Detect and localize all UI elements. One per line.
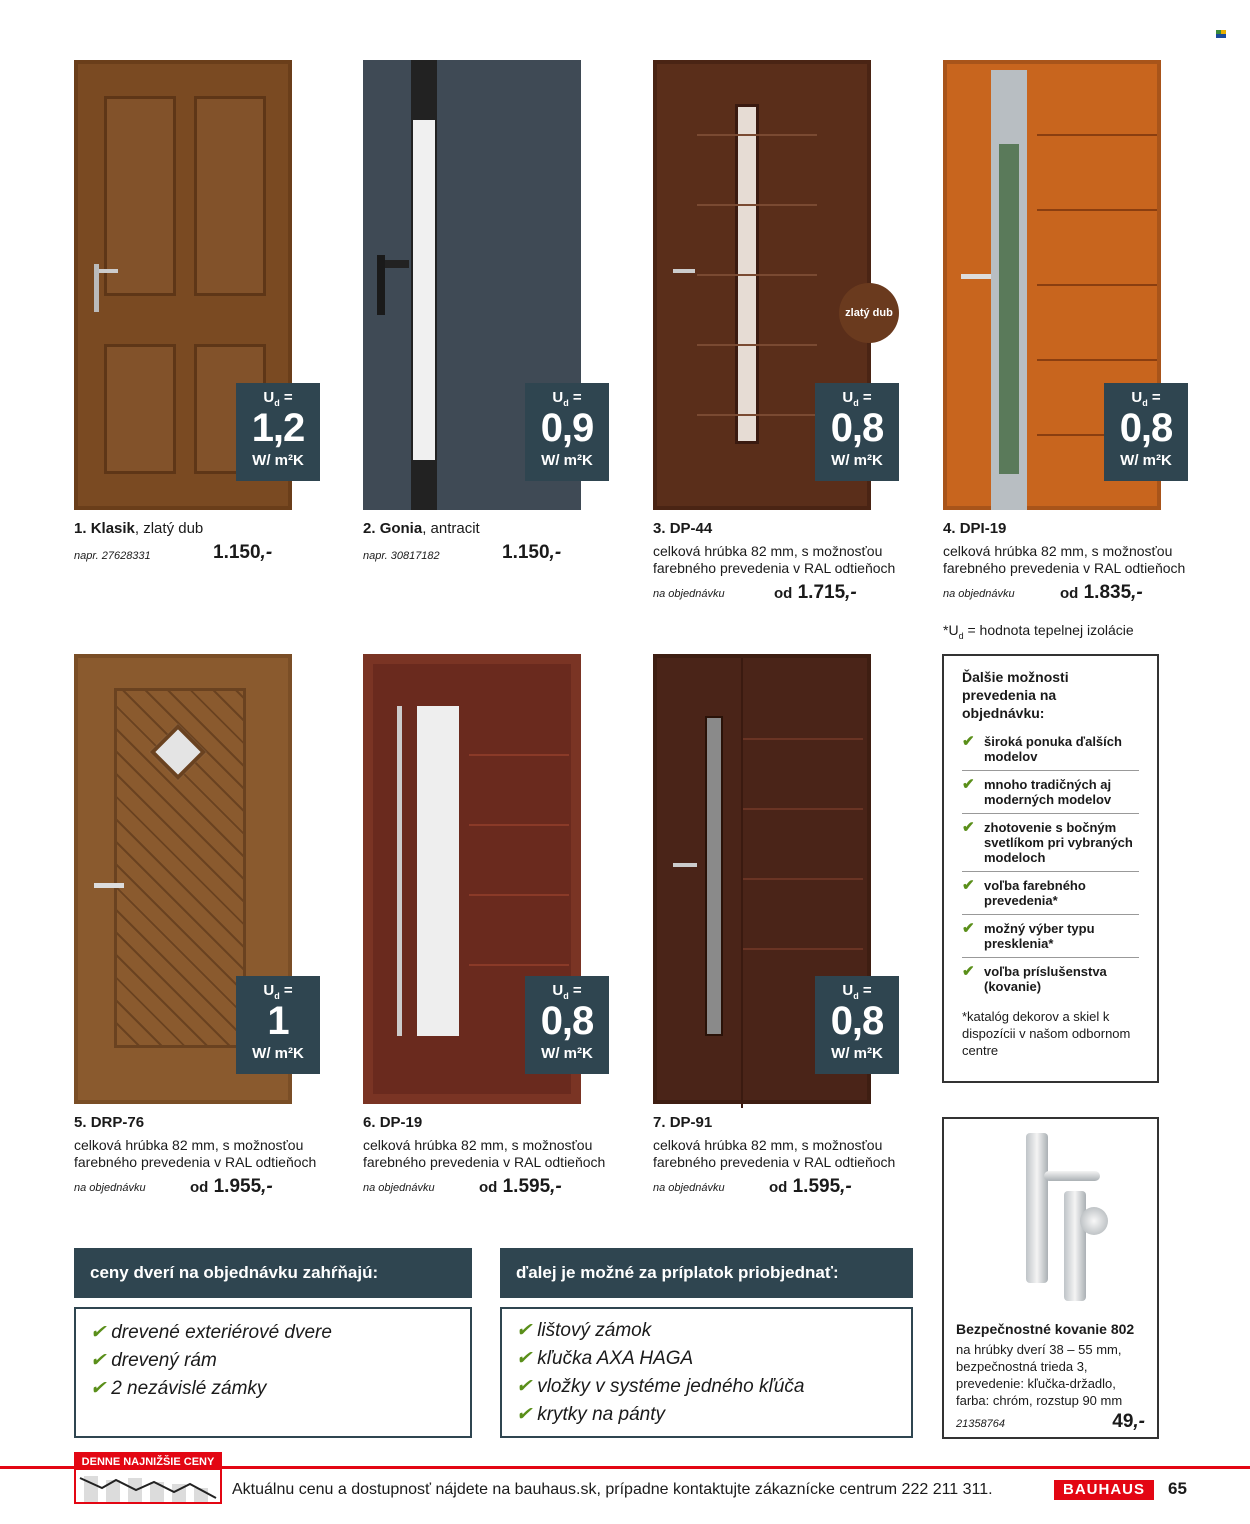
list-item: ✔ drevený rám (90, 1350, 217, 1371)
product-title-6: 6. DP-19 (363, 1114, 423, 1131)
list-item: ✔ široká ponuka ďalších modelov (962, 728, 1139, 771)
list-item: ✔ vložky v systéme jedného kľúča (516, 1376, 805, 1397)
list-item: ✔ lištový zámok (516, 1320, 652, 1341)
product-desc-5: celková hrúbka 82 mm, s možnosťou farebného prevedenia v RAL odtieňoch (74, 1137, 317, 1170)
options-note: *katalóg dekorov a skiel k dispozícii v našom odbornom centre (962, 1009, 1131, 1058)
footer-text: Aktuálnu cenu a dostupnosť nájdete na bauhaus.sk, prípadne kontaktujte zákaznícke centrum 222 211 311. (232, 1481, 993, 1498)
page-number: 65 (1168, 1479, 1187, 1498)
u-badge-6: $U_d$ = 0,8 W/ m²K (525, 976, 609, 1074)
check-icon: ✔ (962, 776, 975, 793)
check-icon: ✔ (90, 1378, 106, 1399)
hardware-desc: na hrúbky dverí 38 – 55 mm, bezpečnostná trieda 3, prevedenie: kľučka-držadlo, farba: chróm, rozstup 90 mm (956, 1342, 1123, 1408)
product-code-2: napr. 30817182 (363, 550, 440, 562)
included-header: ceny dverí na objednávku zahŕňajú: (74, 1248, 472, 1298)
product-note-7: na objednávku (653, 1182, 725, 1194)
check-icon: ✔ (516, 1376, 532, 1397)
product-price-4: od 1.835,- (1060, 582, 1143, 603)
extra-list (500, 1307, 913, 1438)
list-item: ✔ mnoho tradičných aj moderných modelov (962, 771, 1139, 814)
options-box (942, 654, 1159, 1083)
list-item: ✔ možný výber typu presklenia* (962, 915, 1139, 958)
product-desc-7: celková hrúbka 82 mm, s možnosťou farebného prevedenia v RAL odtieňoch (653, 1137, 896, 1170)
product-title-2: 2. Gonia, antracit (363, 520, 480, 537)
list-item: ✔ voľba príslušenstva (kovanie) (962, 963, 1107, 994)
product-title-7: 7. DP-91 (653, 1114, 713, 1131)
lowest-price-badge: DENNE NAJNIŽŠIE CENY (74, 1452, 222, 1504)
product-note-5: na objednávku (74, 1182, 146, 1194)
check-icon: ✔ (962, 963, 975, 980)
hardware-title: Bezpečnostné kovanie 802 (956, 1321, 1135, 1337)
u-badge-2: $U_d$ = 0,9 W/ m²K (525, 383, 609, 481)
product-code-1: napr. 27628331 (74, 550, 151, 562)
check-icon: ✔ (962, 920, 975, 937)
product-price-7: od 1.595,- (769, 1176, 852, 1197)
list-item: ✔ voľba farebného prevedenia* (962, 872, 1139, 915)
footnote-u: $*U_d$ = hodnota tepelnej izolácie (943, 622, 1134, 641)
check-icon: ✔ (90, 1350, 106, 1371)
brand-logo: BAUHAUS (1054, 1480, 1154, 1500)
extra-header: ďalej je možné za príplatok priobjednať: (500, 1248, 913, 1298)
hardware-image (956, 1127, 1145, 1307)
list-item: ✔ zhotovenie s bočným svetlíkom pri vybraných modeloch (962, 814, 1139, 872)
check-icon: ✔ (90, 1322, 106, 1343)
u-badge-3: $U_d$ = 0,8 W/ m²K (815, 383, 899, 481)
list-item: ✔ krytky na pánty (516, 1404, 665, 1425)
check-icon: ✔ (962, 733, 975, 750)
corner-mark (1216, 30, 1226, 38)
product-title-5: 5. DRP-76 (74, 1114, 145, 1131)
color-badge: zlatý dub (839, 283, 899, 343)
hardware-box (942, 1117, 1159, 1439)
list-item: ✔ kľučka AXA HAGA (516, 1348, 694, 1369)
hardware-code: 21358764 (956, 1418, 1005, 1430)
check-icon: ✔ (962, 819, 975, 836)
product-desc-3: celková hrúbka 82 mm, s možnosťou farebného prevedenia v RAL odtieňoch (653, 543, 896, 576)
product-note-6: na objednávku (363, 1182, 435, 1194)
check-icon: ✔ (962, 877, 975, 894)
hardware-price: 49,- (1112, 1411, 1145, 1432)
product-note-3: na objednávku (653, 588, 725, 600)
product-price-1: 1.150,- (213, 542, 273, 563)
product-desc-4: celková hrúbka 82 mm, s možnosťou farebného prevedenia v RAL odtieňoch (943, 543, 1186, 576)
u-badge-7: $U_d$ = 0,8 W/ m²K (815, 976, 899, 1074)
list-item: ✔ 2 nezávislé zámky (90, 1378, 267, 1399)
product-note-4: na objednávku (943, 588, 1015, 600)
price-trend-icon (76, 1470, 220, 1502)
product-price-2: 1.150,- (502, 542, 562, 563)
product-price-6: od 1.595,- (479, 1176, 562, 1197)
product-price-5: od 1.955,- (190, 1176, 273, 1197)
options-title: Ďalšie možnosti prevedenia na objednávku: (962, 669, 1069, 721)
check-icon: ✔ (516, 1320, 532, 1341)
product-title-4: 4. DPI-19 (943, 520, 1007, 537)
list-item: ✔ drevené exteriérové dvere (90, 1322, 332, 1343)
options-list (962, 728, 1139, 1000)
included-list (74, 1307, 472, 1438)
check-icon: ✔ (516, 1348, 532, 1369)
u-badge-1: $U_d$ = 1,2 W/ m²K (236, 383, 320, 481)
product-desc-6: celková hrúbka 82 mm, s možnosťou farebného prevedenia v RAL odtieňoch (363, 1137, 606, 1170)
product-title-3: 3. DP-44 (653, 520, 713, 537)
u-badge-4: $U_d$ = 0,8 W/ m²K (1104, 383, 1188, 481)
check-icon: ✔ (516, 1404, 532, 1425)
product-price-3: od 1.715,- (774, 582, 857, 603)
u-badge-5: $U_d$ = 1 W/ m²K (236, 976, 320, 1074)
product-title-1: 1. Klasik, zlatý dub (74, 520, 204, 537)
